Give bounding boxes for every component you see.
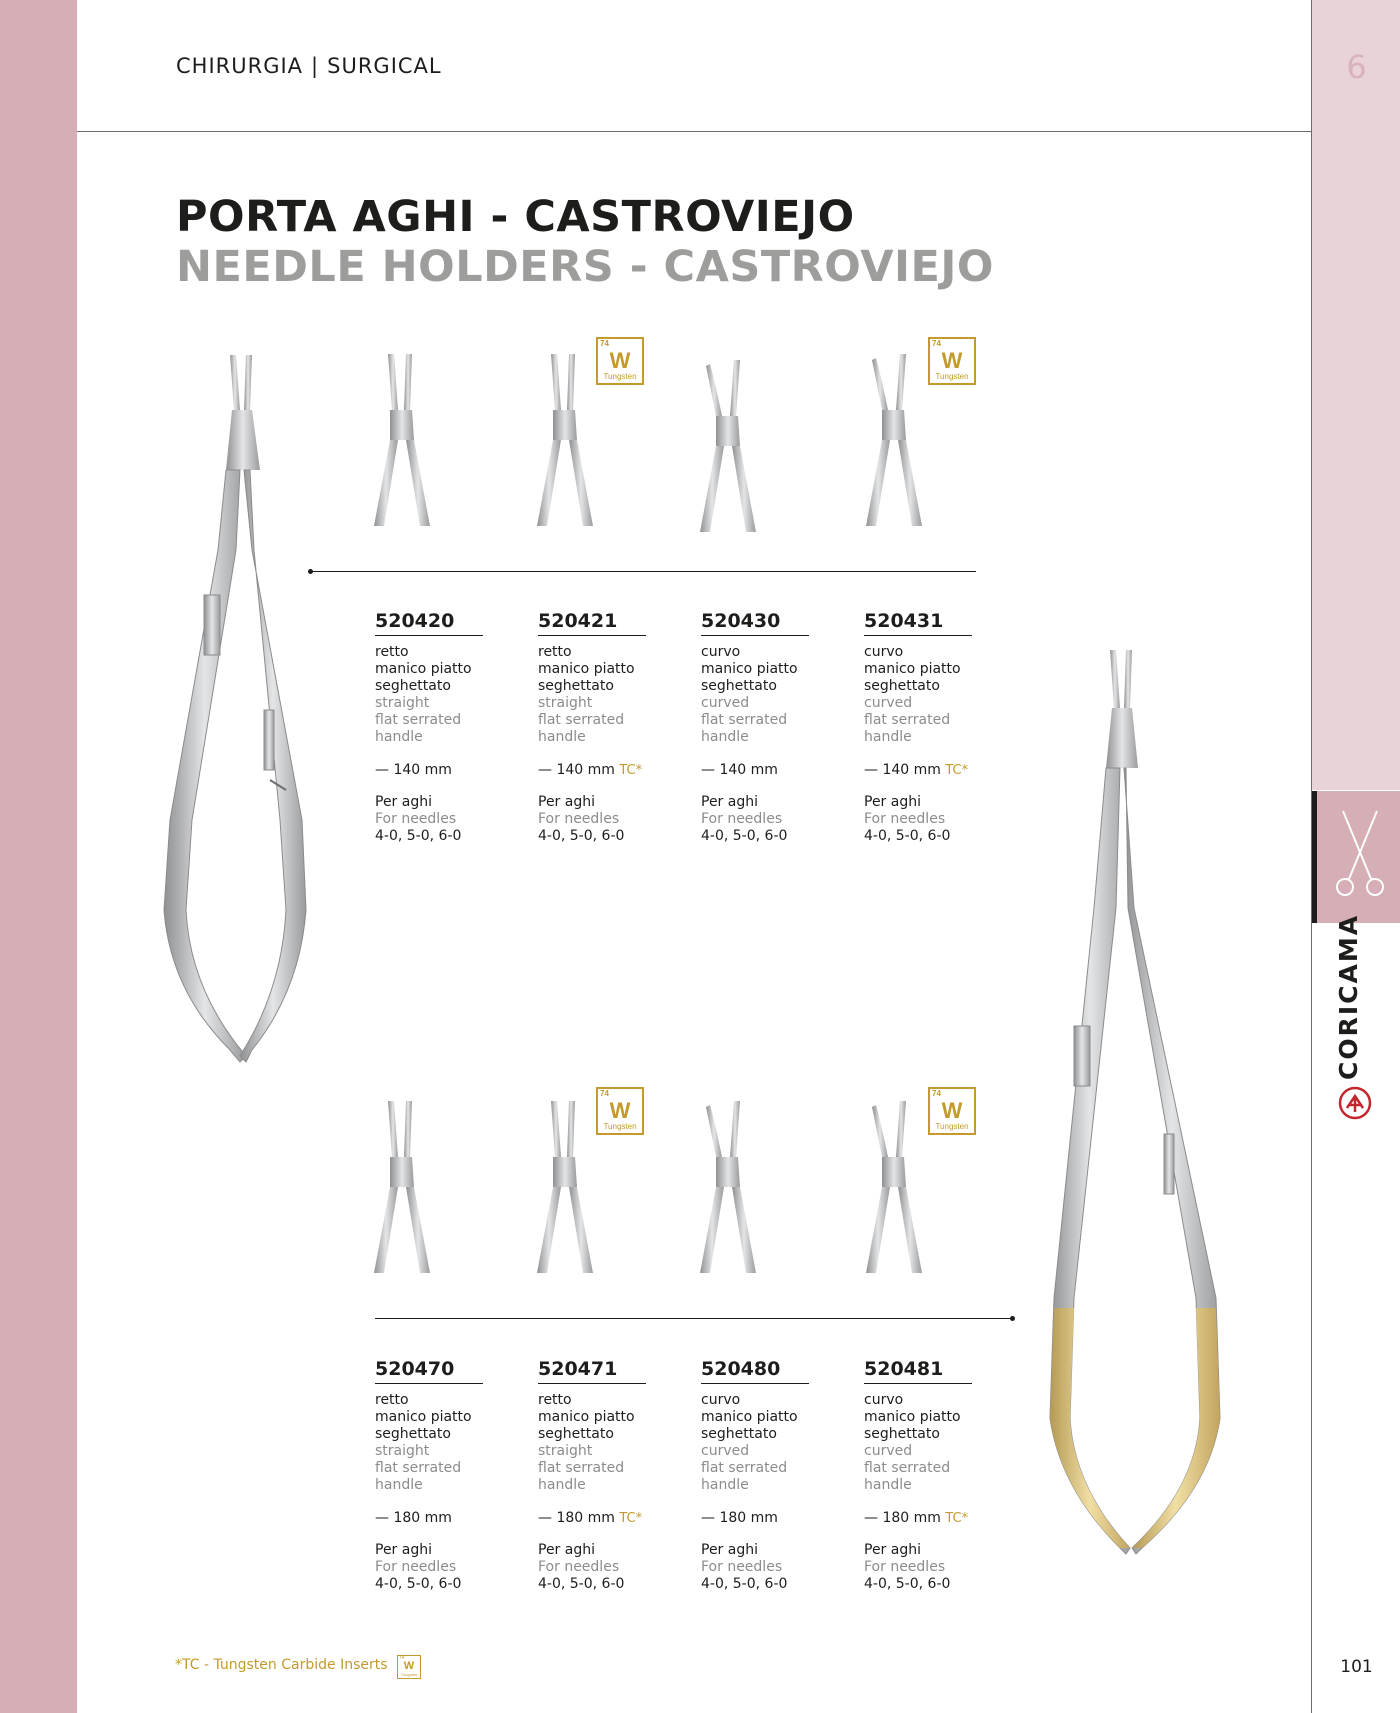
shape-it: retto: [375, 644, 409, 660]
page-number: 101: [1340, 1657, 1373, 1677]
product-code: 520430: [701, 610, 809, 636]
product-size: [864, 762, 1014, 778]
needle-sizes: 4-0, 5-0, 6-0: [375, 1576, 462, 1592]
product-code: 520421: [538, 610, 646, 636]
coricama-logo-icon: [1338, 1086, 1372, 1120]
handle-en: flat serrated: [538, 1460, 625, 1476]
needles-label-it: Per aghi: [701, 1542, 758, 1558]
needle-holder-140-photo: [160, 350, 340, 1080]
header-divider: [77, 131, 1311, 132]
shape-it: retto: [538, 644, 572, 660]
badge-label: Tungsten: [935, 372, 969, 381]
chapter-number: 6: [1346, 48, 1367, 86]
needle-holder-180-tc-photo: [1030, 648, 1230, 1558]
needle-sizes: 4-0, 5-0, 6-0: [864, 1576, 951, 1592]
needles-label-en: For needles: [701, 1559, 783, 1575]
needles-label-en: For needles: [538, 1559, 620, 1575]
size-value: — 180 mm: [701, 1510, 778, 1526]
product-520481: [864, 1358, 1014, 1593]
shape-en: curved: [701, 695, 750, 711]
shape-it: retto: [538, 1392, 572, 1408]
product-code: 520470: [375, 1358, 483, 1384]
handle-it: manico piatto: [538, 661, 635, 677]
breadcrumb: [176, 54, 442, 78]
needles-label-it: Per aghi: [864, 1542, 921, 1558]
handle-en: handle: [538, 1477, 586, 1493]
right-sidebar-top: [1312, 0, 1400, 790]
tc-marker: TC*: [619, 763, 643, 778]
product-code: 520481: [864, 1358, 972, 1384]
size-value: — 140 mm: [701, 762, 778, 778]
handle-en: flat serrated: [375, 1460, 462, 1476]
size-value: — 140 mm: [864, 762, 941, 778]
handle-it: seghettato: [538, 678, 614, 694]
handle-it: manico piatto: [701, 1409, 798, 1425]
tip-photo-520471: [533, 1097, 597, 1277]
tip-photo-520481: [862, 1097, 926, 1277]
section-en: SURGICAL: [327, 54, 442, 78]
handle-it: seghettato: [375, 1426, 451, 1442]
needles-label-en: For needles: [701, 811, 783, 827]
shape-it: retto: [375, 1392, 409, 1408]
handle-en: flat serrated: [538, 712, 625, 728]
needle-sizes: 4-0, 5-0, 6-0: [864, 828, 951, 844]
size-value: — 180 mm: [864, 1510, 941, 1526]
badge-label: Tungsten: [935, 1122, 969, 1131]
tip-photo-520480: [696, 1097, 760, 1277]
handle-it: seghettato: [701, 678, 777, 694]
handle-en: flat serrated: [864, 1460, 951, 1476]
tip-photo-520421: [533, 350, 597, 530]
handle-en: flat serrated: [375, 712, 462, 728]
needles-label-en: For needles: [375, 1559, 457, 1575]
product-code: 520471: [538, 1358, 646, 1384]
badge-atomic-number: 74: [399, 1655, 405, 1661]
handle-it: seghettato: [375, 678, 451, 694]
handle-it: manico piatto: [375, 661, 472, 677]
page-title-it: PORTA AGHI - CASTROVIEJO: [176, 192, 855, 242]
size-value: — 140 mm: [375, 762, 452, 778]
shape-en: straight: [538, 1443, 593, 1459]
shape-en: curved: [701, 1443, 750, 1459]
badge-atomic-number: 74: [932, 1089, 941, 1098]
tip-photo-520430: [696, 356, 760, 536]
product-520420: [375, 610, 525, 845]
product-size: [375, 1510, 525, 1526]
product-520470: [375, 1358, 525, 1593]
badge-symbol: W: [941, 1098, 963, 1123]
product-520430: [701, 610, 851, 845]
handle-en: flat serrated: [864, 712, 951, 728]
handle-en: handle: [701, 729, 749, 745]
needles-label-it: Per aghi: [375, 1542, 432, 1558]
badge-atomic-number: 74: [932, 339, 941, 348]
badge-symbol: W: [941, 348, 963, 373]
tungsten-badge-icon: [596, 1087, 644, 1135]
badge-symbol: W: [609, 348, 631, 373]
needles-label-en: For needles: [375, 811, 457, 827]
needles-label-en: For needles: [864, 811, 946, 827]
right-sidebar: [1311, 0, 1400, 1713]
row2-divider: [375, 1318, 1013, 1319]
section-it: CHIRURGIA: [176, 54, 304, 78]
needles-label-it: Per aghi: [538, 794, 595, 810]
handle-en: handle: [864, 1477, 912, 1493]
product-code: 520420: [375, 610, 483, 636]
handle-it: manico piatto: [538, 1409, 635, 1425]
chapter-tab[interactable]: [1312, 791, 1400, 923]
handle-en: handle: [538, 729, 586, 745]
needles-label-it: Per aghi: [864, 794, 921, 810]
tc-marker: TC*: [945, 1511, 969, 1526]
shape-en: curved: [864, 1443, 913, 1459]
tungsten-badge-icon: [596, 337, 644, 385]
needles-label-it: Per aghi: [538, 1542, 595, 1558]
shape-it: curvo: [701, 644, 741, 660]
needles-label-it: Per aghi: [701, 794, 758, 810]
needles-label-en: For needles: [864, 1559, 946, 1575]
tungsten-badge-icon: [928, 1087, 976, 1135]
product-size: [538, 1510, 688, 1526]
badge-atomic-number: 74: [600, 1089, 609, 1098]
badge-label: Tungsten: [603, 372, 637, 381]
handle-en: handle: [375, 729, 423, 745]
tip-photo-520431: [862, 350, 926, 530]
badge-label: Tungsten: [603, 1122, 637, 1131]
shape-it: curvo: [864, 644, 904, 660]
needles-label-it: Per aghi: [375, 794, 432, 810]
brand-name: CORICAMA: [1334, 913, 1363, 1080]
size-value: — 140 mm: [538, 762, 615, 778]
tungsten-badge-small-icon: [397, 1655, 421, 1679]
handle-it: seghettato: [864, 1426, 940, 1442]
badge-atomic-number: 74: [600, 339, 609, 348]
size-value: — 180 mm: [375, 1510, 452, 1526]
product-size: [701, 1510, 851, 1526]
shape-en: straight: [538, 695, 593, 711]
product-520471: [538, 1358, 688, 1593]
needles-label-en: For needles: [538, 811, 620, 827]
product-code: 520431: [864, 610, 972, 636]
handle-it: manico piatto: [701, 661, 798, 677]
product-520421: [538, 610, 688, 845]
handle-en: handle: [375, 1477, 423, 1493]
shape-en: curved: [864, 695, 913, 711]
handle-it: seghettato: [538, 1426, 614, 1442]
scissors-icon: [1335, 809, 1385, 899]
badge-symbol: W: [403, 1660, 415, 1672]
product-size: [538, 762, 688, 778]
size-value: — 180 mm: [538, 1510, 615, 1526]
product-size: [375, 762, 525, 778]
page-title-en: NEEDLE HOLDERS - CASTROVIEJO: [176, 242, 994, 292]
handle-it: manico piatto: [375, 1409, 472, 1425]
badge-label: Tungsten: [400, 1672, 418, 1677]
handle-en: flat serrated: [701, 1460, 788, 1476]
footnote: *TC - Tungsten Carbide Inserts: [175, 1657, 388, 1673]
handle-en: handle: [701, 1477, 749, 1493]
shape-en: straight: [375, 695, 430, 711]
handle-it: manico piatto: [864, 1409, 961, 1425]
badge-symbol: W: [609, 1098, 631, 1123]
shape-it: curvo: [864, 1392, 904, 1408]
tungsten-badge-icon: [928, 337, 976, 385]
handle-it: manico piatto: [864, 661, 961, 677]
needle-sizes: 4-0, 5-0, 6-0: [538, 1576, 625, 1592]
tip-photo-520420: [370, 350, 434, 530]
tip-photo-520470: [370, 1097, 434, 1277]
handle-en: handle: [864, 729, 912, 745]
row1-divider: [310, 571, 976, 572]
product-size: [864, 1510, 1014, 1526]
product-520431: [864, 610, 1014, 845]
handle-en: flat serrated: [701, 712, 788, 728]
needle-sizes: 4-0, 5-0, 6-0: [538, 828, 625, 844]
product-size: [701, 762, 851, 778]
product-520480: [701, 1358, 851, 1593]
tc-marker: TC*: [619, 1511, 643, 1526]
shape-it: curvo: [701, 1392, 741, 1408]
left-color-band: [0, 0, 77, 1713]
shape-en: straight: [375, 1443, 430, 1459]
handle-it: seghettato: [701, 1426, 777, 1442]
product-code: 520480: [701, 1358, 809, 1384]
needle-sizes: 4-0, 5-0, 6-0: [701, 828, 788, 844]
needle-sizes: 4-0, 5-0, 6-0: [375, 828, 462, 844]
breadcrumb-separator: |: [311, 54, 320, 78]
tc-marker: TC*: [945, 763, 969, 778]
needle-sizes: 4-0, 5-0, 6-0: [701, 1576, 788, 1592]
handle-it: seghettato: [864, 678, 940, 694]
